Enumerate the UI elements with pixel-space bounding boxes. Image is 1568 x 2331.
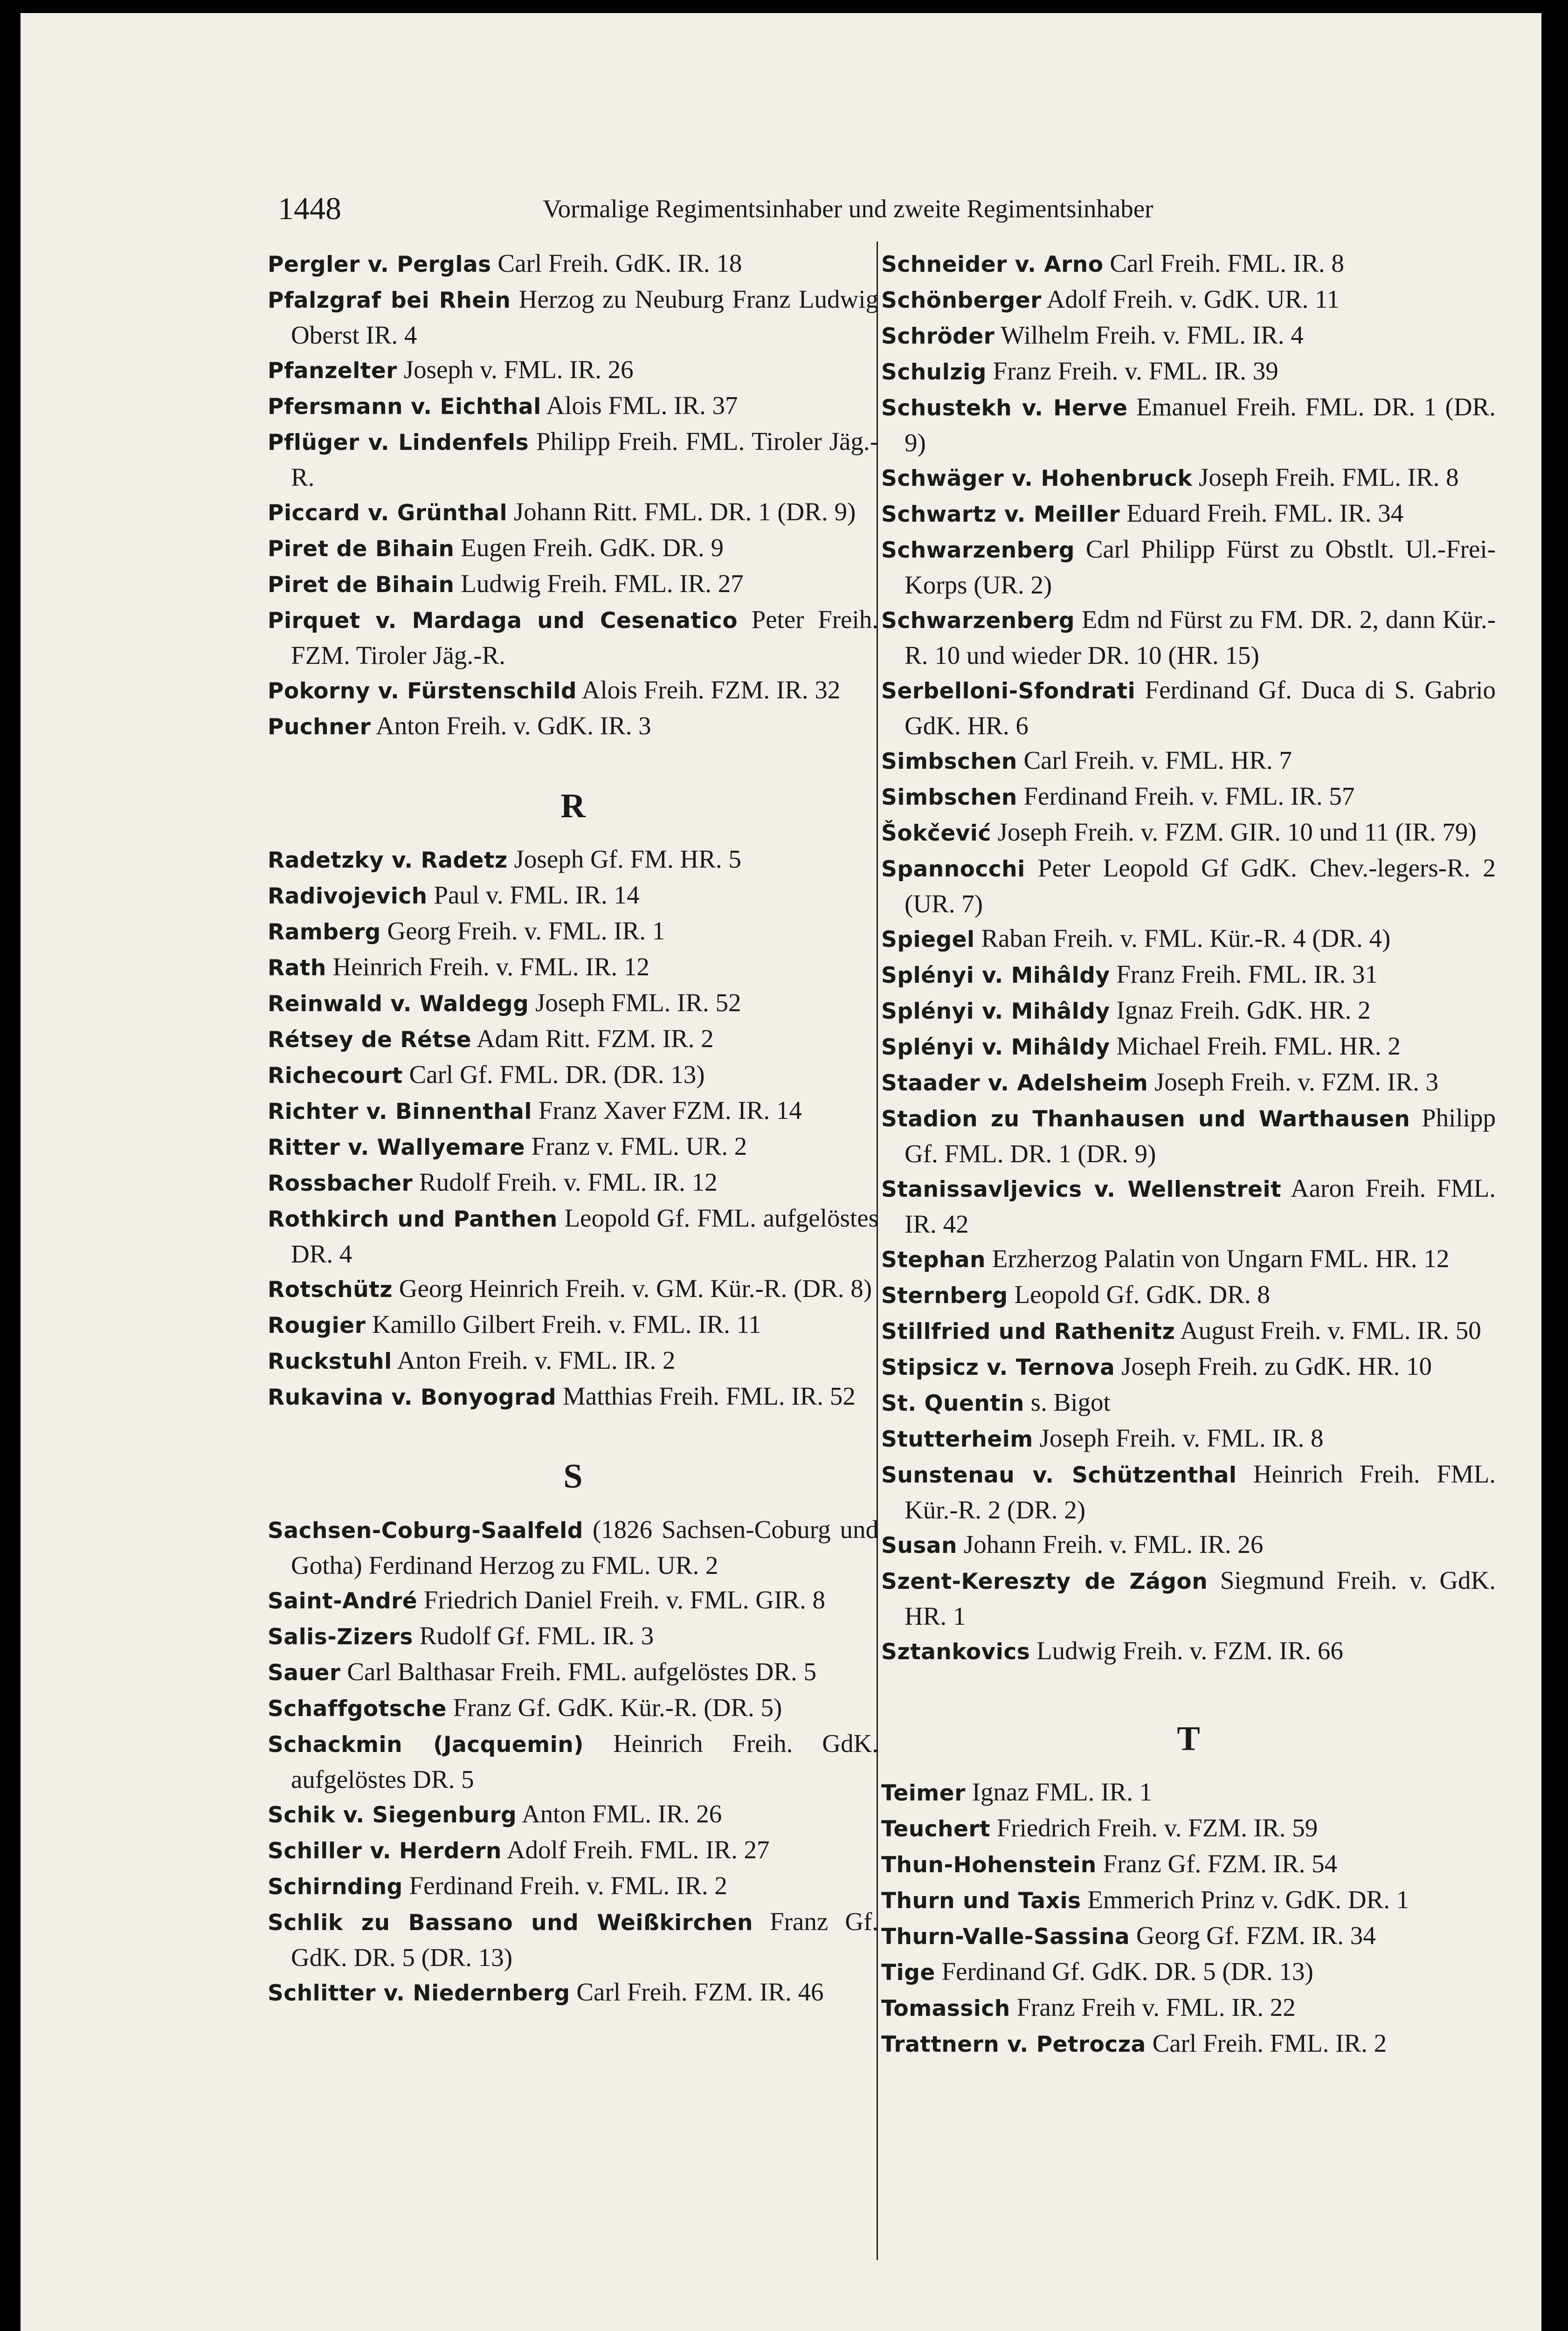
list-item xyxy=(268,1619,878,1655)
entry-details: Wilhelm Freih. v. FML. IR. 4 xyxy=(1001,321,1304,349)
entry-name: Sunstenau v. Schützenthal xyxy=(881,1462,1237,1488)
entry-name: Piccard v. Grünthal xyxy=(268,500,508,526)
entry-name: Stephan xyxy=(881,1247,986,1273)
entry-group-r xyxy=(268,842,878,1415)
entry-details: Aaron Freih. FML. IR. 42 xyxy=(905,1174,1496,1238)
list-item xyxy=(268,1271,878,1307)
list-item xyxy=(881,1954,1496,1990)
entry-name: Schwartz v. Meiller xyxy=(881,502,1120,527)
entry-details: Alois Freih. FZM. IR. 32 xyxy=(581,676,841,704)
entry-name: Schustekh v. Herve xyxy=(881,395,1128,421)
entry-name: Richter v. Binnenthal xyxy=(268,1099,532,1124)
entry-name: Schwarzenberg xyxy=(881,608,1075,634)
entry-details: Kamillo Gilbert Freih. v. FML. IR. 11 xyxy=(372,1310,761,1338)
entry-details: Franz Xaver FZM. IR. 14 xyxy=(538,1096,802,1124)
left-column xyxy=(268,246,878,2011)
entry-details: Joseph Freih. v. FML. IR. 8 xyxy=(1039,1424,1324,1452)
entry-name: Schlik zu Bassano und Weißkirchen xyxy=(268,1910,753,1936)
entry-name: Rotschütz xyxy=(268,1277,393,1303)
list-item xyxy=(881,1634,1496,1669)
entry-name: Tomassich xyxy=(881,1996,1010,2021)
list-item xyxy=(881,246,1496,282)
entry-details: Johann Freih. v. FML. IR. 26 xyxy=(963,1530,1264,1559)
entry-details: Peter Leopold Gf GdK. Chev.-legers-R. 2 (UR. 7) xyxy=(905,854,1496,918)
entry-name: Stadion zu Thanhausen und Warthausen xyxy=(881,1106,1410,1132)
entry-name: Radetzky v. Radetz xyxy=(268,848,508,873)
list-item xyxy=(881,1385,1496,1421)
list-item xyxy=(268,914,878,950)
list-item xyxy=(268,388,878,424)
list-item xyxy=(268,1655,878,1690)
running-title: Vormalige Regimentsinhaber und zweite Regimentsinhaber xyxy=(543,194,1154,223)
entry-name: Salis-Zizers xyxy=(268,1624,413,1650)
list-item xyxy=(268,1093,878,1129)
entry-name: Serbelloni-Sfondrati xyxy=(881,678,1136,704)
entry-details: Heinrich Freih. FML. Kür.-R. 2 (DR. 2) xyxy=(905,1460,1496,1524)
entry-details: Joseph Freih. FML. IR. 8 xyxy=(1198,463,1459,491)
list-item xyxy=(881,1313,1496,1349)
entry-details: Anton Freih. v. GdK. IR. 3 xyxy=(375,711,651,740)
entry-details: Herzog zu Neuburg Franz Ludwig Oberst IR. 4 xyxy=(291,285,879,349)
entry-name: Ramberg xyxy=(268,919,381,945)
entry-details: Rudolf Gf. FML. IR. 3 xyxy=(419,1621,654,1650)
entry-name: Radivojevich xyxy=(268,883,428,909)
entry-details: Ludwig Freih. FML. IR. 27 xyxy=(461,569,744,598)
entry-details: Philipp Gf. FML. DR. 1 (DR. 9) xyxy=(905,1103,1496,1168)
entry-details: Ignaz Freih. GdK. HR. 2 xyxy=(1116,996,1371,1024)
list-item xyxy=(881,1029,1496,1065)
list-item xyxy=(881,815,1496,851)
list-item xyxy=(881,1457,1496,1527)
entry-name: Ritter v. Wallyemare xyxy=(268,1135,525,1160)
entry-details: Friedrich Daniel Freih. v. FML. GIR. 8 xyxy=(423,1586,825,1614)
list-item xyxy=(268,1021,878,1057)
entry-name: Pfalzgraf bei Rhein xyxy=(268,288,511,313)
list-item xyxy=(881,602,1496,673)
entry-details: Anton Freih. v. FML. IR. 2 xyxy=(397,1346,676,1374)
list-item xyxy=(881,318,1496,354)
entry-name: Schik v. Siegenburg xyxy=(268,1802,517,1828)
entry-name: Saint-André xyxy=(268,1588,418,1614)
list-item xyxy=(268,1975,878,2011)
list-item xyxy=(881,2026,1496,2062)
entry-group-s xyxy=(268,1512,878,2011)
entry-details: Georg Freih. v. FML. IR. 1 xyxy=(387,917,665,945)
book-page xyxy=(21,13,1541,2331)
entry-details: Ferdinand Gf. GdK. DR. 5 (DR. 13) xyxy=(941,1957,1313,1986)
list-item xyxy=(881,532,1496,602)
entry-name: Stillfried und Rathenitz xyxy=(881,1319,1175,1345)
entry-details: Joseph Freih. v. FZM. IR. 3 xyxy=(1154,1068,1439,1096)
entry-name: Sachsen-Coburg-Saalfeld xyxy=(268,1518,583,1544)
entry-name: Schlitter v. Niedernberg xyxy=(268,1980,570,2006)
list-item xyxy=(268,424,878,495)
entry-details: Alois FML. IR. 37 xyxy=(546,391,738,420)
list-item xyxy=(881,1421,1496,1457)
list-item xyxy=(881,496,1496,532)
entry-name: Spannocchi xyxy=(881,856,1025,882)
list-item xyxy=(881,1990,1496,2026)
list-item xyxy=(268,1726,878,1797)
entry-group-t xyxy=(881,1775,1496,2062)
entry-details: Eduard Freih. FML. IR. 34 xyxy=(1126,499,1404,527)
entry-name: Simbschen xyxy=(881,785,1017,810)
entry-name: Spiegel xyxy=(881,927,975,952)
list-item xyxy=(268,495,878,531)
entry-name: Rétsey de Rétse xyxy=(268,1027,472,1053)
list-item xyxy=(881,1527,1496,1563)
entry-details: Carl Balthasar Freih. FML. aufgelöstes DR. 5 xyxy=(347,1657,816,1686)
entry-details: Friedrich Freih. v. FZM. IR. 59 xyxy=(996,1814,1318,1842)
list-item xyxy=(881,1241,1496,1277)
list-item xyxy=(881,1171,1496,1241)
list-item xyxy=(268,1690,878,1726)
entry-details: Siegmund Freih. v. GdK. HR. 1 xyxy=(905,1566,1496,1630)
entry-details: Franz Gf. GdK. DR. 5 (DR. 13) xyxy=(291,1907,879,1972)
list-item xyxy=(881,390,1496,460)
entry-name: Pfanzelter xyxy=(268,358,397,384)
list-item xyxy=(268,566,878,602)
list-item xyxy=(268,986,878,1021)
entry-name: Šokčević xyxy=(881,821,991,846)
entry-details: Heinrich Freih. GdK. aufgelöstes DR. 5 xyxy=(291,1729,878,1793)
list-item xyxy=(268,1057,878,1093)
entry-name: Stanissavljevics v. Wellenstreit xyxy=(881,1177,1282,1202)
entry-details: Raban Freih. v. FML. Kür.-R. 4 (DR. 4) xyxy=(981,924,1391,952)
entry-details: Ludwig Freih. v. FZM. IR. 66 xyxy=(1036,1636,1343,1665)
entry-details: Carl Freih. FML. IR. 2 xyxy=(1152,2029,1387,2057)
list-item xyxy=(881,673,1496,743)
entry-details: Philipp Freih. FML. Tiroler Jäg.-R. xyxy=(291,427,878,491)
entry-name: Sternberg xyxy=(881,1283,1008,1309)
entry-name: Schiller v. Herdern xyxy=(268,1838,502,1864)
list-item xyxy=(268,1165,878,1201)
entry-name: Rougier xyxy=(268,1313,366,1338)
list-item xyxy=(881,1349,1496,1385)
entry-details: Carl Freih. FZM. IR. 46 xyxy=(576,1978,824,2006)
entry-details: Carl Freih. v. FML. HR. 7 xyxy=(1023,746,1292,774)
entry-name: Schaffgotsche xyxy=(268,1696,447,1722)
entry-name: Pirquet v. Mardaga und Cesenatico xyxy=(268,608,738,634)
entry-name: Thurn-Valle-Sassina xyxy=(881,1924,1130,1950)
entry-name: Rukavina v. Bonyograd xyxy=(268,1385,557,1410)
entry-name: Richecourt xyxy=(268,1063,403,1089)
list-item xyxy=(881,460,1496,496)
entry-name: Rossbacher xyxy=(268,1171,413,1196)
entry-name: Simbschen xyxy=(881,749,1017,774)
entry-name: Stipsicz v. Ternova xyxy=(881,1355,1115,1380)
list-item xyxy=(881,1811,1496,1847)
list-item xyxy=(268,1379,878,1415)
list-item xyxy=(268,1129,878,1165)
entry-group-s-continued xyxy=(881,246,1496,1669)
entry-details: Ferdinand Freih. v. FML. IR. 57 xyxy=(1023,782,1355,810)
list-item xyxy=(268,842,878,878)
list-item xyxy=(881,993,1496,1029)
entry-name: Schneider v. Arno xyxy=(881,252,1104,277)
entry-name: Puchner xyxy=(268,714,371,740)
entry-details: Carl Gf. FML. DR. (DR. 13) xyxy=(409,1060,705,1089)
list-item xyxy=(881,921,1496,957)
entry-name: Thurn und Taxis xyxy=(881,1888,1081,1914)
entry-name: Pflüger v. Lindenfels xyxy=(268,430,529,455)
entry-name: Schulzig xyxy=(881,359,987,385)
entry-name: Splényi v. Mihâldy xyxy=(881,963,1110,988)
entry-details: Edm nd Fürst zu FM. DR. 2, dann Kür.-R. 10 und wieder DR. 10 (HR. 15) xyxy=(905,605,1496,669)
entry-details: Adam Ritt. FZM. IR. 2 xyxy=(476,1024,714,1053)
entry-details: Adolf Freih. v. GdK. UR. 11 xyxy=(1046,285,1340,313)
entry-details: Matthias Freih. FML. IR. 52 xyxy=(562,1382,856,1410)
entry-details: Leopold Gf. FML. aufgelöstes DR. 4 xyxy=(291,1204,879,1268)
entry-name: Pergler v. Perglas xyxy=(268,252,491,277)
list-item xyxy=(881,1101,1496,1171)
entry-name: Rothkirch und Panthen xyxy=(268,1207,558,1232)
entry-name: Piret de Bihain xyxy=(268,572,455,598)
entry-details: August Freih. v. FML. IR. 50 xyxy=(1180,1316,1481,1345)
entry-details: Anton FML. IR. 26 xyxy=(521,1800,722,1828)
list-item xyxy=(881,282,1496,318)
entry-name: Reinwald v. Waldegg xyxy=(268,991,529,1017)
entry-name: Schackmin (Jacquemin) xyxy=(268,1732,584,1758)
list-item xyxy=(881,1563,1496,1634)
list-item xyxy=(268,709,878,745)
entry-details: Georg Heinrich Freih. v. GM. Kür.-R. (DR. 8) xyxy=(399,1274,872,1303)
entry-name: Teimer xyxy=(881,1780,966,1806)
list-item xyxy=(881,354,1496,390)
entry-name: Schirnding xyxy=(268,1874,403,1900)
entry-name: Schwäger v. Hohenbruck xyxy=(881,466,1193,491)
entry-name: Sztankovics xyxy=(881,1639,1030,1665)
page-number: 1448 xyxy=(278,191,341,226)
right-column xyxy=(881,246,1496,2062)
entry-details: Franz Gf. GdK. Kür.-R. (DR. 5) xyxy=(453,1693,782,1722)
entry-details: Heinrich Freih. v. FML. IR. 12 xyxy=(332,952,649,981)
list-item xyxy=(268,1833,878,1869)
entry-details: Erzherzog Palatin von Ungarn FML. HR. 12 xyxy=(992,1244,1450,1273)
page-header xyxy=(21,190,1541,226)
entry-name: Splényi v. Mihâldy xyxy=(881,1034,1110,1060)
entry-details: Franz Freih. v. FML. IR. 39 xyxy=(993,357,1278,385)
list-item xyxy=(268,602,878,673)
entry-details: Emanuel Freih. FML. DR. 1 (DR. 9) xyxy=(905,393,1496,457)
entry-name: Stutterheim xyxy=(881,1427,1033,1452)
entry-details: Carl Freih. FML. IR. 8 xyxy=(1110,249,1344,277)
list-item xyxy=(268,352,878,388)
list-item xyxy=(881,1918,1496,1954)
entry-name: Rath xyxy=(268,955,326,981)
entry-details: Ignaz FML. IR. 1 xyxy=(972,1778,1153,1806)
list-item xyxy=(268,1512,878,1583)
entry-name: Ruckstuhl xyxy=(268,1349,392,1374)
entry-name: Staader v. Adelsheim xyxy=(881,1070,1148,1096)
entry-details: Ferdinand Freih. v. FML. IR. 2 xyxy=(409,1871,727,1900)
entry-details: Joseph Freih. zu GdK. HR. 10 xyxy=(1121,1352,1432,1380)
list-item xyxy=(268,1343,878,1379)
entry-details: Michael Freih. FML. HR. 2 xyxy=(1116,1032,1401,1060)
list-item xyxy=(881,743,1496,779)
list-item xyxy=(268,673,878,709)
list-item xyxy=(881,957,1496,993)
section-letter-t: T xyxy=(1177,1720,1200,1758)
entry-details: Ferdinand Gf. Duca di S. Gabrio GdK. HR. 6 xyxy=(905,676,1496,740)
entry-name: Schröder xyxy=(881,324,995,349)
entry-name: Szent-Kereszty de Zágon xyxy=(881,1569,1208,1594)
entry-details: Franz v. FML. UR. 2 xyxy=(531,1132,747,1160)
entry-name: Thun-Hohenstein xyxy=(881,1852,1097,1878)
list-item xyxy=(268,1904,878,1975)
entry-details: Johann Ritt. FML. DR. 1 (DR. 9) xyxy=(513,497,856,526)
entry-group-p xyxy=(268,246,878,745)
list-item xyxy=(268,1797,878,1833)
list-item xyxy=(881,851,1496,921)
entry-details: Leopold Gf. GdK. DR. 8 xyxy=(1014,1280,1270,1309)
entry-details: Georg Gf. FZM. IR. 34 xyxy=(1136,1921,1376,1950)
entry-details: Carl Philipp Fürst zu Obstlt. Ul.-Frei-Korps (UR. 2) xyxy=(905,535,1496,599)
entry-details: Joseph v. FML. IR. 26 xyxy=(403,355,634,384)
entry-name: Susan xyxy=(881,1533,957,1559)
entry-details: Franz Gf. FZM. IR. 54 xyxy=(1103,1849,1338,1878)
entry-name: Schwarzenberg xyxy=(881,538,1075,563)
entry-details: Franz Freih. FML. IR. 31 xyxy=(1116,960,1378,988)
list-item xyxy=(881,1775,1496,1811)
entry-details: Adolf Freih. FML. IR. 27 xyxy=(506,1835,770,1864)
entry-name: Tige xyxy=(881,1960,935,1986)
entry-details: (1826 Sachsen-Coburg und Gotha) Ferdinand Herzog zu FML. UR. 2 xyxy=(291,1515,878,1579)
list-item xyxy=(268,950,878,986)
entry-details: Joseph Gf. FM. HR. 5 xyxy=(514,845,741,873)
entry-name: St. Quentin xyxy=(881,1391,1024,1416)
list-item xyxy=(268,878,878,914)
list-item xyxy=(881,1847,1496,1883)
entry-details: Eugen Freih. GdK. DR. 9 xyxy=(461,533,724,562)
entry-name: Piret de Bihain xyxy=(268,536,455,562)
list-item xyxy=(268,282,878,352)
entry-name: Pokorny v. Fürstenschild xyxy=(268,678,577,704)
list-item xyxy=(268,1583,878,1619)
entry-details: Paul v. FML. IR. 14 xyxy=(434,881,640,909)
list-item xyxy=(881,1883,1496,1918)
list-item xyxy=(268,1201,878,1271)
entry-details: Franz Freih v. FML. IR. 22 xyxy=(1016,1993,1296,2021)
entry-name: Splényi v. Mihâldy xyxy=(881,999,1110,1024)
list-item xyxy=(268,246,878,282)
list-item xyxy=(268,1307,878,1343)
list-item xyxy=(881,1277,1496,1313)
list-item xyxy=(268,1869,878,1904)
entry-details: Rudolf Freih. v. FML. IR. 12 xyxy=(419,1168,718,1196)
entry-details: Joseph Freih. v. FZM. GIR. 10 und 11 (IR. 79) xyxy=(997,818,1477,846)
entry-name: Teuchert xyxy=(881,1816,990,1842)
entry-details: Peter Freih. FZM. Tiroler Jäg.-R. xyxy=(291,605,878,669)
entry-name: Sauer xyxy=(268,1660,341,1686)
list-item xyxy=(881,779,1496,815)
list-item xyxy=(881,1065,1496,1101)
entry-name: Trattnern v. Petrocza xyxy=(881,2032,1146,2057)
entry-name: Pfersmann v. Eichthal xyxy=(268,394,541,420)
entry-details: Carl Freih. GdK. IR. 18 xyxy=(497,249,742,277)
section-letter-s: S xyxy=(563,1457,583,1496)
entry-details: Joseph FML. IR. 52 xyxy=(535,988,741,1017)
entry-details: s. Bigot xyxy=(1030,1388,1111,1416)
entry-name: Schönberger xyxy=(881,288,1042,313)
list-item xyxy=(268,531,878,566)
section-letter-r: R xyxy=(560,787,586,825)
entry-details: Emmerich Prinz v. GdK. DR. 1 xyxy=(1087,1885,1409,1914)
